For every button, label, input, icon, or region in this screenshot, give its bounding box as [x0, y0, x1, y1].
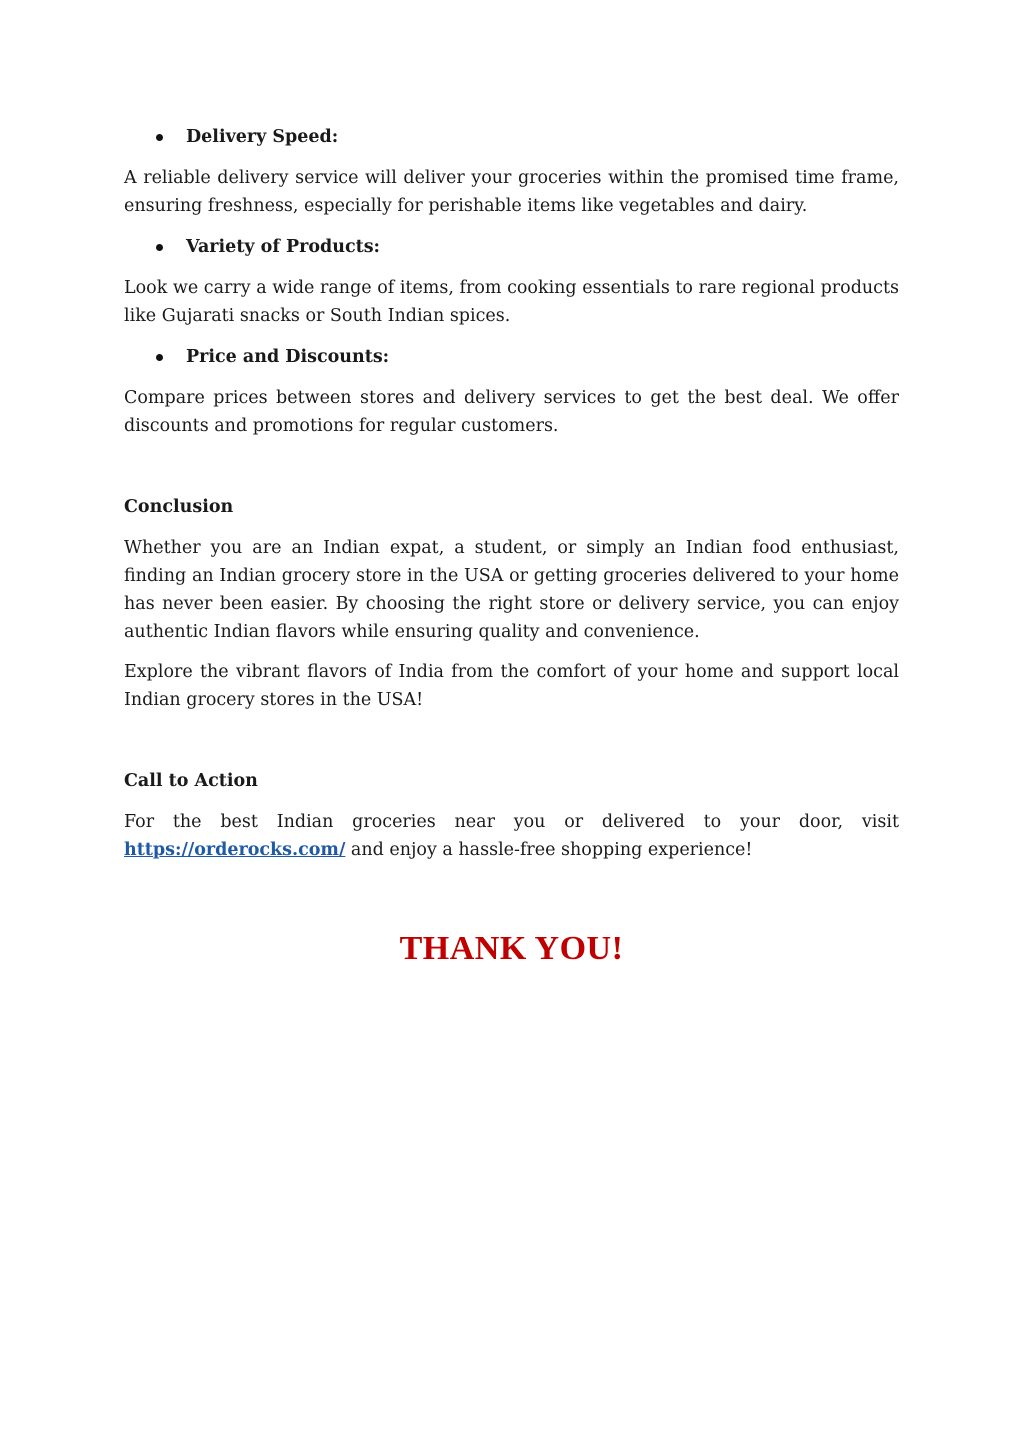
cta-paragraph: [124, 808, 899, 864]
price-paragraph: Compare prices between stores and delivery services to get the best deal. We offer discounts and promotions for regular customers.: [124, 388, 899, 436]
thank-you-banner: THANK YOU!: [399, 930, 624, 967]
document-body: [124, 122, 899, 864]
conclusion-paragraph: Whether you are an Indian expat, a student, or simply an Indian food enthusiast, finding an Indian grocery store in the USA or getting groceries delivered to your home has never been easier. By choosing the right store or delivery service, you can enjoy authentic Indian flavors while ensuring quality and convenience.: [124, 538, 899, 642]
conclusion-heading: Conclusion: [124, 497, 234, 517]
delivery-speed-paragraph: A reliable delivery service will deliver your groceries within the promised time frame, ensuring freshness, especially for perishable items like vegetables and dairy.: [124, 168, 899, 216]
bullet-icon: [156, 354, 163, 361]
bullet-variety: [124, 232, 899, 262]
cta-heading: Call to Action: [124, 771, 258, 791]
bullet-label: Variety of Products:: [186, 237, 381, 257]
variety-paragraph: Look we carry a wide range of items, from cooking essentials to rare regional products like Gujarati snacks or South Indian spices.: [124, 278, 899, 326]
bullet-label: Delivery Speed:: [186, 127, 339, 147]
bullet-icon: [156, 134, 163, 141]
bullet-icon: [156, 244, 163, 251]
conclusion-paragraph-2: Explore the vibrant flavors of India from the comfort of your home and support local Indian grocery stores in the USA!: [124, 662, 899, 710]
cta-text-after: and enjoy a hassle-free shopping experience!: [345, 840, 753, 860]
bullet-label: Price and Discounts:: [186, 347, 390, 367]
bullet-price: [124, 342, 899, 372]
cta-text-before: For the best Indian groceries near you or delivered to your door, visit: [124, 812, 899, 832]
bullet-delivery-speed: [124, 122, 899, 152]
orderocks-link[interactable]: https://orderocks.com/: [124, 840, 346, 860]
